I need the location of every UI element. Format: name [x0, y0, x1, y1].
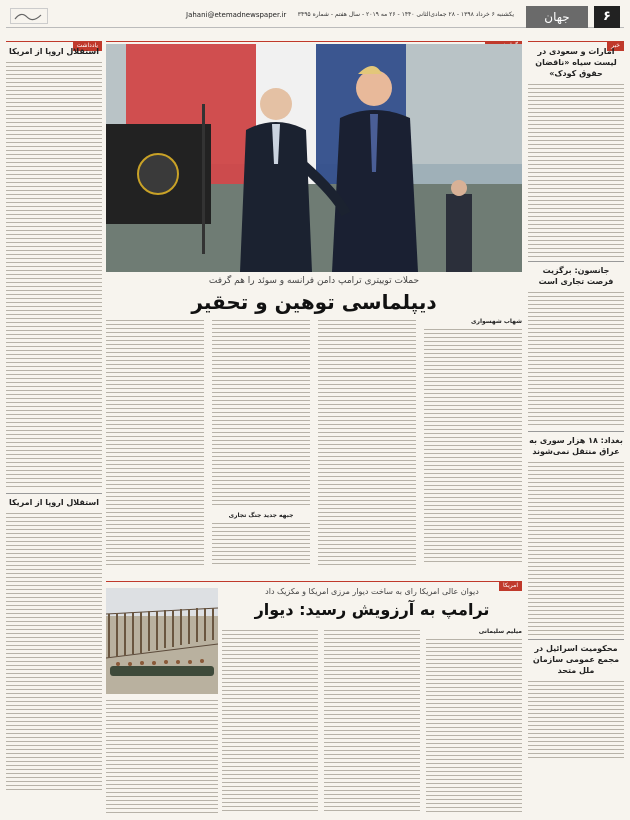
- story-kicker: حملات توییتری ترامپ دامن فرانسه و سوئد را هم گرفت: [208, 276, 420, 286]
- masthead: [6, 6, 624, 28]
- story-kicker: دیوان عالی امریکا رای به ساخت دیوار مرزی امریکا و مکزیک داد: [265, 587, 479, 596]
- text-column: [318, 318, 416, 568]
- opinion-headline: استقلال اروپا از امریکا: [8, 47, 99, 56]
- story-headline: ترامپ به آرزویش رسید: دیوار: [254, 600, 490, 619]
- main-column: [106, 32, 522, 814]
- text-column: [324, 628, 420, 814]
- column-tag: یادداشت: [73, 41, 102, 51]
- brief-headline: جانسون: برگزیت فرصت تجاری است: [538, 266, 614, 286]
- brief-headline: محکومیت اسرائیل در مجمع عمومی سازمان ملل متحد: [532, 644, 620, 675]
- story-byline: میلیم سلیمانی: [478, 628, 522, 635]
- page-number: ۶: [594, 6, 620, 28]
- opinion-headline: استقلال اروپا از امریکا: [8, 498, 99, 507]
- story-body: [106, 318, 522, 568]
- leaders-photo: [106, 44, 522, 272]
- story-tag: امریکا: [499, 581, 522, 591]
- brief-body: [528, 460, 624, 636]
- opinion-body: [6, 511, 102, 791]
- date-line: یکشنبه ۶ خرداد ۱۳۹۸ - ۲۸ جمادی‌الثانی ۱۴۴۰ - ۲۶ مه ۲۰۱۹ - سال هفتم - شماره ۳۴۹۵: [297, 11, 514, 18]
- story-headline: دیپلماسی توهین و تحقیر: [191, 290, 437, 314]
- email-address: Jahani@etemadnewspaper.ir: [186, 11, 287, 19]
- text-column: [212, 521, 310, 565]
- story-body: [222, 628, 522, 814]
- border-wall-photo: [106, 588, 218, 694]
- text-column: [424, 327, 522, 565]
- brief-body: [528, 82, 624, 258]
- opinion-column: [6, 32, 102, 814]
- story-subhead: جبهه جدید جنگ تجاری: [228, 512, 294, 519]
- opinion-body: [6, 60, 102, 490]
- brief-body: [528, 679, 624, 759]
- newspaper-logo: [10, 8, 48, 24]
- column-tag: خبر: [607, 41, 624, 51]
- brief-body: [528, 290, 624, 428]
- brief-headline: بغداد: ۱۸ هزار سوری به عراق منتقل نمی‌شوند: [529, 436, 623, 456]
- news-briefs-column: [528, 32, 624, 814]
- text-column: [106, 318, 204, 568]
- section-title: جهان: [526, 6, 588, 28]
- text-column: [212, 318, 310, 508]
- story-byline: شهاب شهسواری: [471, 318, 522, 325]
- text-column: [106, 698, 218, 814]
- text-column: [222, 628, 318, 814]
- text-column: [426, 637, 522, 813]
- brief-headline: امارات و سعودی در لیست سیاه «ناقضان حقوق کودک»: [535, 47, 617, 78]
